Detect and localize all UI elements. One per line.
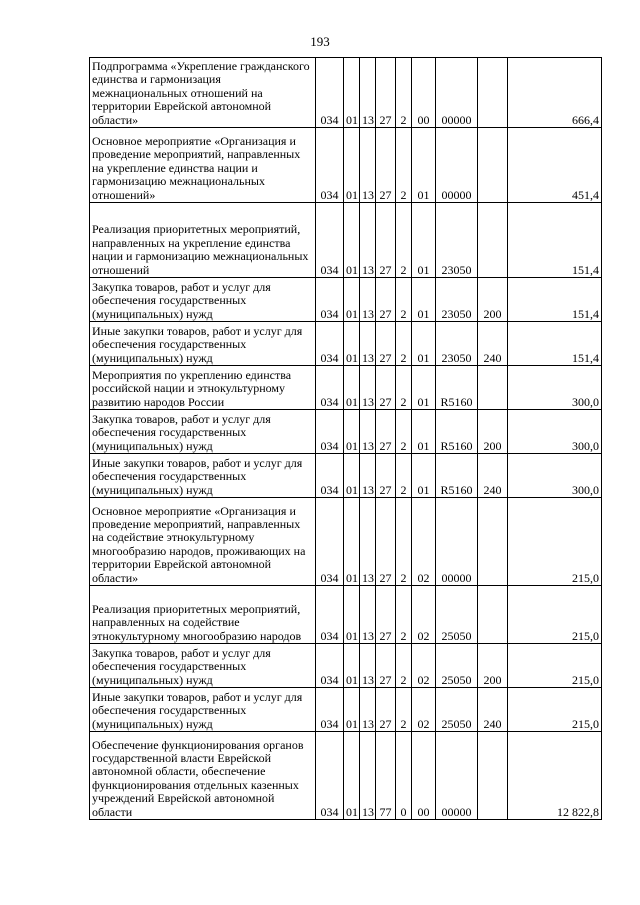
code-activity: 01 xyxy=(412,410,436,454)
row-amount: 215,0 xyxy=(508,688,602,732)
row-name: Иные закупки товаров, работ и услуг для обеспечения государственных (муниципальных) нужд xyxy=(90,688,316,732)
row-name: Иные закупки товаров, работ и услуг для обеспечения государственных (муниципальных) нужд xyxy=(90,322,316,366)
code-rz: 01 xyxy=(344,688,360,732)
code-gr: 034 xyxy=(316,498,344,586)
code-gr: 034 xyxy=(316,454,344,498)
code-program: 27 xyxy=(376,454,396,498)
code-expense-type: 200 xyxy=(478,644,508,688)
code-gr: 034 xyxy=(316,278,344,322)
table-row xyxy=(90,586,602,644)
code-expense-type xyxy=(478,128,508,203)
code-rz: 01 xyxy=(344,586,360,644)
table-row xyxy=(90,454,602,498)
code-gr: 034 xyxy=(316,586,344,644)
code-pr: 13 xyxy=(360,58,376,128)
code-activity: 01 xyxy=(412,278,436,322)
code-subprogram: 2 xyxy=(396,366,412,410)
code-gr: 034 xyxy=(316,203,344,278)
code-pr: 13 xyxy=(360,586,376,644)
code-expense-type xyxy=(478,732,508,820)
table-row xyxy=(90,203,602,278)
row-name: Закупка товаров, работ и услуг для обеспечения государственных (муниципальных) нужд xyxy=(90,278,316,322)
code-expense-type xyxy=(478,498,508,586)
code-direction: R5160 xyxy=(436,410,478,454)
code-subprogram: 2 xyxy=(396,203,412,278)
row-name: Подпрограмма «Укрепление гражданского единства и гармонизация межнациональных отношений на территории Еврейской автономной области» xyxy=(90,58,316,128)
code-activity: 02 xyxy=(412,586,436,644)
code-pr: 13 xyxy=(360,203,376,278)
table-row xyxy=(90,278,602,322)
code-pr: 13 xyxy=(360,498,376,586)
code-activity: 00 xyxy=(412,58,436,128)
code-activity: 01 xyxy=(412,203,436,278)
code-gr: 034 xyxy=(316,644,344,688)
code-rz: 01 xyxy=(344,644,360,688)
code-program: 77 xyxy=(376,732,396,820)
row-amount: 300,0 xyxy=(508,366,602,410)
row-amount: 215,0 xyxy=(508,498,602,586)
row-amount: 451,4 xyxy=(508,128,602,203)
code-direction: R5160 xyxy=(436,454,478,498)
row-amount: 215,0 xyxy=(508,644,602,688)
code-program: 27 xyxy=(376,278,396,322)
row-amount: 151,4 xyxy=(508,203,602,278)
code-expense-type xyxy=(478,366,508,410)
code-gr: 034 xyxy=(316,410,344,454)
code-rz: 01 xyxy=(344,366,360,410)
row-name: Закупка товаров, работ и услуг для обеспечения государственных (муниципальных) нужд xyxy=(90,644,316,688)
table-row xyxy=(90,688,602,732)
table-row xyxy=(90,732,602,820)
code-expense-type: 240 xyxy=(478,688,508,732)
row-amount: 300,0 xyxy=(508,410,602,454)
code-rz: 01 xyxy=(344,732,360,820)
code-pr: 13 xyxy=(360,278,376,322)
code-activity: 02 xyxy=(412,688,436,732)
code-gr: 034 xyxy=(316,322,344,366)
code-activity: 01 xyxy=(412,454,436,498)
code-rz: 01 xyxy=(344,498,360,586)
table-row xyxy=(90,322,602,366)
code-rz: 01 xyxy=(344,454,360,498)
code-subprogram: 2 xyxy=(396,498,412,586)
code-gr: 034 xyxy=(316,128,344,203)
row-name: Обеспечение функционирования органов государственной власти Еврейской автономной области, обеспечение функционирования отдельных казенных учреждений Еврейской автономной области xyxy=(90,732,316,820)
code-direction: 23050 xyxy=(436,203,478,278)
code-program: 27 xyxy=(376,322,396,366)
code-subprogram: 2 xyxy=(396,128,412,203)
code-expense-type: 240 xyxy=(478,322,508,366)
code-gr: 034 xyxy=(316,688,344,732)
code-pr: 13 xyxy=(360,644,376,688)
code-activity: 01 xyxy=(412,366,436,410)
row-name: Основное мероприятие «Организация и проведение мероприятий, направленных на укрепление единства нации и гармонизацию межнациональных отношений» xyxy=(90,128,316,203)
code-expense-type xyxy=(478,586,508,644)
table-row xyxy=(90,128,602,203)
row-amount: 151,4 xyxy=(508,278,602,322)
code-program: 27 xyxy=(376,366,396,410)
code-activity: 02 xyxy=(412,498,436,586)
row-name: Закупка товаров, работ и услуг для обеспечения государственных (муниципальных) нужд xyxy=(90,410,316,454)
code-activity: 01 xyxy=(412,322,436,366)
row-amount: 215,0 xyxy=(508,586,602,644)
code-program: 27 xyxy=(376,586,396,644)
row-amount: 151,4 xyxy=(508,322,602,366)
code-gr: 034 xyxy=(316,366,344,410)
code-pr: 13 xyxy=(360,410,376,454)
code-subprogram: 2 xyxy=(396,58,412,128)
code-subprogram: 2 xyxy=(396,410,412,454)
code-program: 27 xyxy=(376,688,396,732)
budget-table xyxy=(89,57,602,820)
code-pr: 13 xyxy=(360,366,376,410)
row-name: Реализация приоритетных мероприятий, направленных на укрепление единства нации и гармонизацию межнациональных отношений xyxy=(90,203,316,278)
row-amount: 12 822,8 xyxy=(508,732,602,820)
code-activity: 02 xyxy=(412,644,436,688)
code-subprogram: 2 xyxy=(396,644,412,688)
code-direction: 00000 xyxy=(436,128,478,203)
table-row xyxy=(90,58,602,128)
code-subprogram: 2 xyxy=(396,278,412,322)
code-direction: 25050 xyxy=(436,644,478,688)
code-program: 27 xyxy=(376,498,396,586)
code-subprogram: 2 xyxy=(396,454,412,498)
table-row xyxy=(90,366,602,410)
code-pr: 13 xyxy=(360,322,376,366)
code-program: 27 xyxy=(376,203,396,278)
table-row xyxy=(90,410,602,454)
code-program: 27 xyxy=(376,644,396,688)
code-activity: 01 xyxy=(412,128,436,203)
row-name: Реализация приоритетных мероприятий, направленных на содействие этнокультурному многообразию народов xyxy=(90,586,316,644)
code-direction: R5160 xyxy=(436,366,478,410)
code-rz: 01 xyxy=(344,410,360,454)
code-activity: 00 xyxy=(412,732,436,820)
code-subprogram: 2 xyxy=(396,322,412,366)
code-pr: 13 xyxy=(360,454,376,498)
code-subprogram: 0 xyxy=(396,732,412,820)
code-direction: 23050 xyxy=(436,278,478,322)
code-rz: 01 xyxy=(344,58,360,128)
row-name: Иные закупки товаров, работ и услуг для обеспечения государственных (муниципальных) нужд xyxy=(90,454,316,498)
row-amount: 666,4 xyxy=(508,58,602,128)
code-pr: 13 xyxy=(360,128,376,203)
code-direction: 00000 xyxy=(436,58,478,128)
code-program: 27 xyxy=(376,58,396,128)
code-expense-type: 240 xyxy=(478,454,508,498)
table-body xyxy=(90,58,602,820)
table-row xyxy=(90,644,602,688)
code-gr: 034 xyxy=(316,58,344,128)
code-expense-type xyxy=(478,58,508,128)
row-amount: 300,0 xyxy=(508,454,602,498)
code-gr: 034 xyxy=(316,732,344,820)
page-number: 193 xyxy=(310,34,330,49)
row-name: Основное мероприятие «Организация и проведение мероприятий, направленных на содействие этнокультурному многообразию народов, проживающих на территории Еврейской автономной области» xyxy=(90,498,316,586)
code-pr: 13 xyxy=(360,688,376,732)
code-expense-type xyxy=(478,203,508,278)
code-rz: 01 xyxy=(344,203,360,278)
code-program: 27 xyxy=(376,410,396,454)
code-direction: 25050 xyxy=(436,688,478,732)
code-pr: 13 xyxy=(360,732,376,820)
table-row xyxy=(90,498,602,586)
code-direction: 00000 xyxy=(436,498,478,586)
code-direction: 23050 xyxy=(436,322,478,366)
code-rz: 01 xyxy=(344,278,360,322)
code-program: 27 xyxy=(376,128,396,203)
code-direction: 25050 xyxy=(436,586,478,644)
code-subprogram: 2 xyxy=(396,688,412,732)
code-direction: 00000 xyxy=(436,732,478,820)
code-rz: 01 xyxy=(344,322,360,366)
code-expense-type: 200 xyxy=(478,278,508,322)
row-name: Мероприятия по укреплению единства российской нации и этнокультурному развитию народов России xyxy=(90,366,316,410)
code-subprogram: 2 xyxy=(396,586,412,644)
code-expense-type: 200 xyxy=(478,410,508,454)
code-rz: 01 xyxy=(344,128,360,203)
